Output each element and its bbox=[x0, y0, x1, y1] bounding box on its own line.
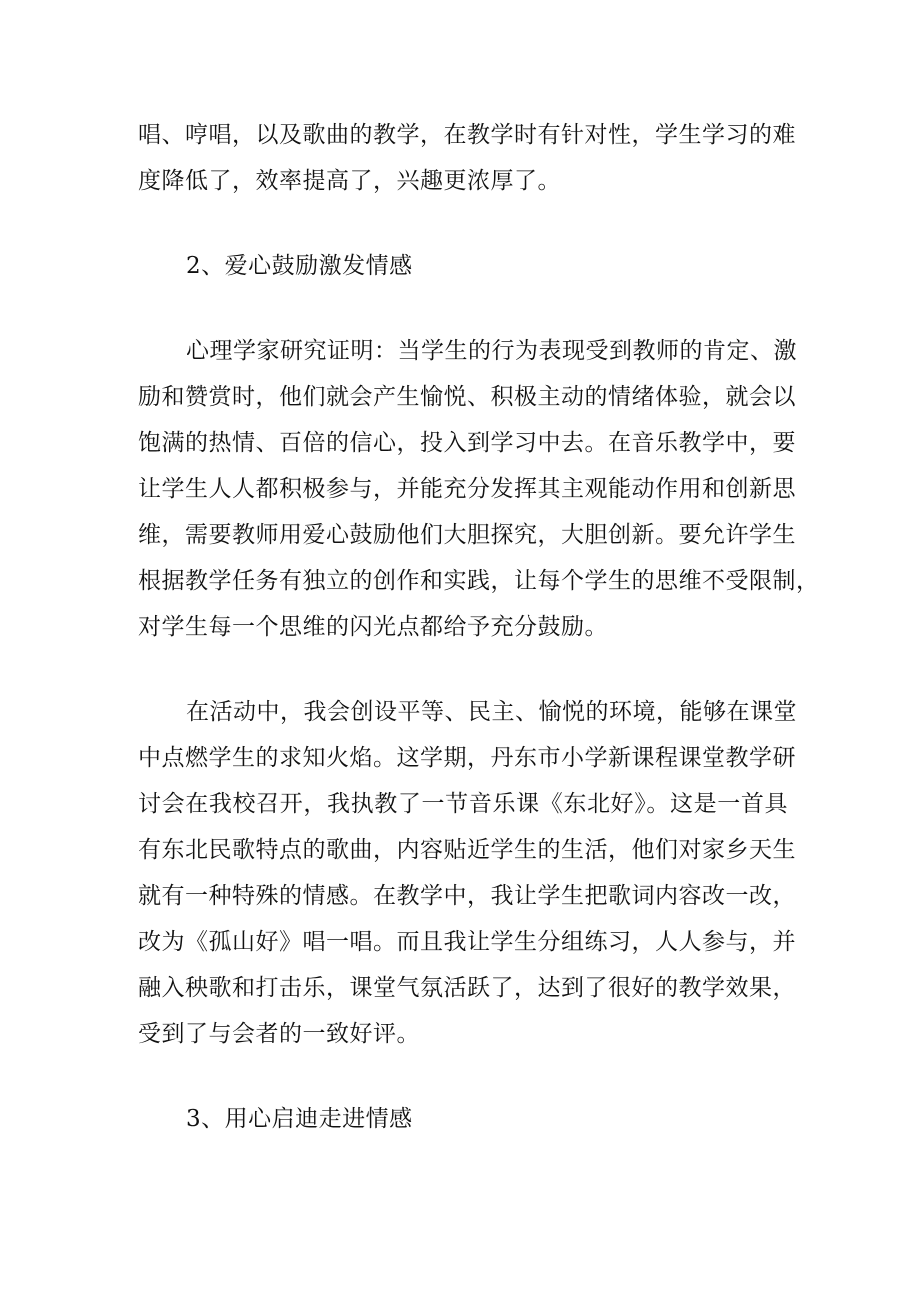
paragraph-3-line-2: 中点燃学生的求知火焰。这学期，丹东市小学新课程课堂教学研 bbox=[138, 745, 796, 771]
section-heading-2: 2、爱心鼓励激发情感 bbox=[186, 253, 413, 279]
paragraph-1-line-2: 度降低了，效率提高了，兴趣更浓厚了。 bbox=[138, 168, 561, 194]
paragraph-2-line-6: 根据教学任务有独立的创作和实践，让每个学生的思维不受限制， bbox=[138, 568, 820, 594]
paragraph-2-line-3: 饱满的热情、百倍的信心，投入到学习中去。在音乐教学中，要 bbox=[138, 430, 796, 456]
paragraph-1-line-1: 唱、哼唱，以及歌曲的教学，在教学时有针对性，学生学习的难 bbox=[138, 122, 796, 148]
paragraph-3-line-6: 改为《孤山好》唱一唱。而且我让学生分组练习，人人参与，并 bbox=[138, 929, 796, 955]
paragraph-2-line-7: 对学生每一个思维的闪光点都给予充分鼓励。 bbox=[138, 614, 608, 640]
paragraph-2-line-5: 维，需要教师用爱心鼓励他们大胆探究，大胆创新。要允许学生 bbox=[138, 522, 796, 548]
paragraph-2-line-1: 心理学家研究证明：当学生的行为表现受到教师的肯定、激 bbox=[186, 338, 797, 364]
paragraph-3-line-8: 受到了与会者的一致好评。 bbox=[138, 1021, 420, 1047]
paragraph-3-line-3: 讨会在我校召开，我执教了一节音乐课《东北好》。这是一首具 bbox=[138, 791, 788, 817]
section-heading-3: 3、用心启迪走进情感 bbox=[186, 1106, 413, 1132]
paragraph-3-line-5: 就有一种特殊的情感。在教学中，我让学生把歌词内容改一改， bbox=[138, 883, 796, 909]
paragraph-3-line-1: 在活动中，我会创设平等、民主、愉悦的环境，能够在课堂 bbox=[186, 699, 797, 725]
paragraph-3-line-4: 有东北民歌特点的歌曲，内容贴近学生的生活，他们对家乡天生 bbox=[138, 837, 796, 863]
paragraph-2-line-4: 让学生人人都积极参与，并能充分发挥其主观能动作用和创新思 bbox=[138, 476, 796, 502]
paragraph-2-line-2: 励和赞赏时，他们就会产生愉悦、积极主动的情绪体验，就会以 bbox=[138, 384, 796, 410]
paragraph-3-line-7: 融入秧歌和打击乐，课堂气氛活跃了，达到了很好的教学效果， bbox=[138, 975, 796, 1001]
